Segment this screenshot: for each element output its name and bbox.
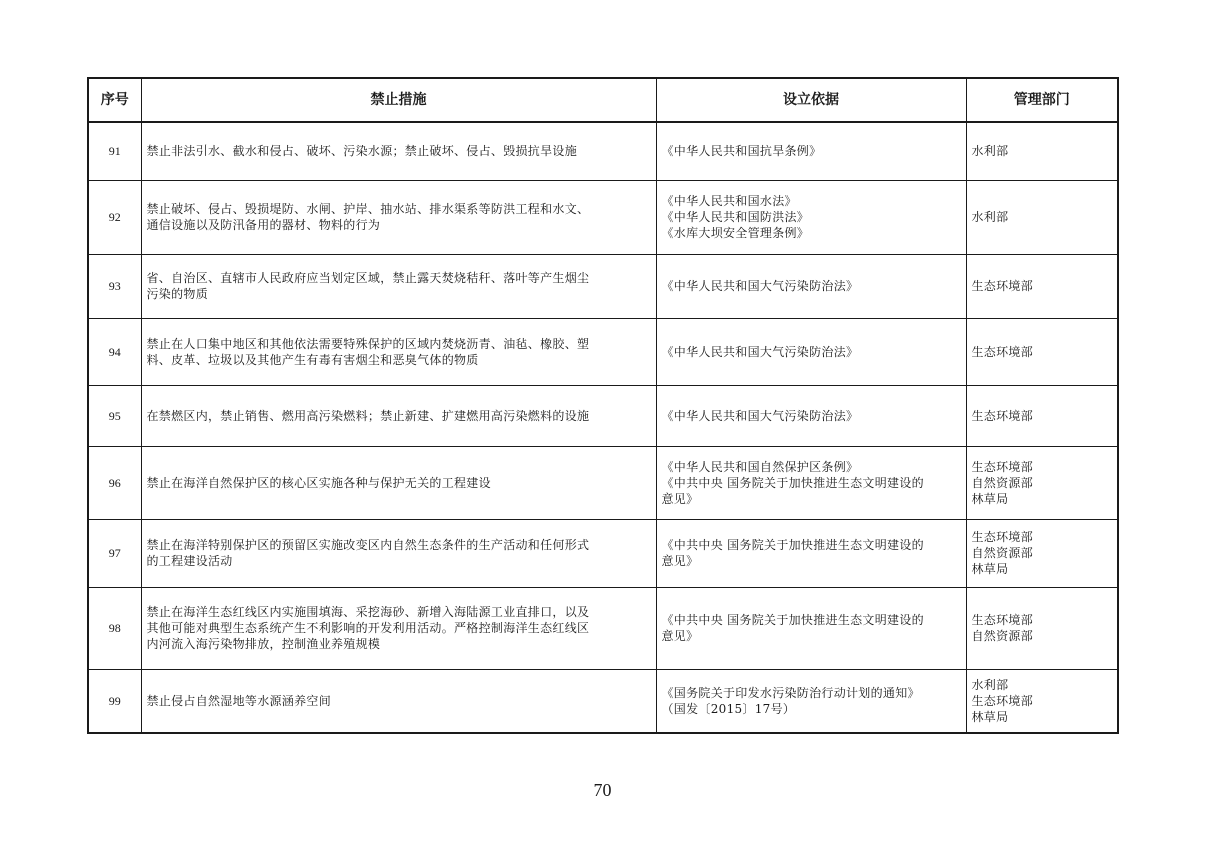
department-cell: 生态环境部 bbox=[966, 318, 1118, 385]
department-cell: 水利部 bbox=[966, 180, 1118, 254]
measure-cell: 禁止破坏、侵占、毁损堤防、水闸、护岸、抽水站、排水渠系等防洪工程和水文、 通信设施以及防汛备用的器材、物料的行为 bbox=[141, 180, 656, 254]
basis-cell: 《中华人民共和国自然保护区条例》 《中共中央 国务院关于加快推进生态文明建设的 意见》 bbox=[656, 446, 966, 519]
table-row bbox=[88, 587, 1118, 669]
row-number: 92 bbox=[88, 180, 141, 254]
page-number: 70 bbox=[593, 780, 612, 800]
basis-cell: 《中共中央 国务院关于加快推进生态文明建设的 意见》 bbox=[656, 519, 966, 587]
table-row bbox=[88, 669, 1118, 733]
row-number: 95 bbox=[88, 385, 141, 446]
regulation-table bbox=[87, 77, 1119, 734]
basis-cell: 《中华人民共和国大气污染防治法》 bbox=[656, 254, 966, 318]
basis-cell: 《中华人民共和国大气污染防治法》 bbox=[656, 385, 966, 446]
basis-cell: 《中华人民共和国水法》 《中华人民共和国防洪法》 《水库大坝安全管理条例》 bbox=[656, 180, 966, 254]
row-number: 91 bbox=[88, 122, 141, 180]
row-number: 99 bbox=[88, 669, 141, 733]
header-no: 序号 bbox=[88, 78, 141, 122]
basis-cell: 《中华人民共和国抗旱条例》 bbox=[656, 122, 966, 180]
measure-cell: 在禁燃区内，禁止销售、燃用高污染燃料；禁止新建、扩建燃用高污染燃料的设施 bbox=[141, 385, 656, 446]
row-number: 94 bbox=[88, 318, 141, 385]
measure-cell: 禁止在人口集中地区和其他依法需要特殊保护的区域内焚烧沥青、油毡、橡胶、塑 料、皮革、垃圾以及其他产生有毒有害烟尘和恶臭气体的物质 bbox=[141, 318, 656, 385]
table-row bbox=[88, 519, 1118, 587]
row-number: 96 bbox=[88, 446, 141, 519]
department-cell: 水利部 bbox=[966, 122, 1118, 180]
row-number: 93 bbox=[88, 254, 141, 318]
measure-cell: 省、自治区、直辖市人民政府应当划定区域，禁止露天焚烧秸秆、落叶等产生烟尘 污染的物质 bbox=[141, 254, 656, 318]
measure-cell: 禁止非法引水、截水和侵占、破坏、污染水源；禁止破坏、侵占、毁损抗旱设施 bbox=[141, 122, 656, 180]
table-row bbox=[88, 180, 1118, 254]
department-cell: 水利部 生态环境部 林草局 bbox=[966, 669, 1118, 733]
measure-cell: 禁止侵占自然湿地等水源涵养空间 bbox=[141, 669, 656, 733]
department-cell: 生态环境部 自然资源部 林草局 bbox=[966, 446, 1118, 519]
department-cell: 生态环境部 bbox=[966, 385, 1118, 446]
table-row bbox=[88, 446, 1118, 519]
measure-cell: 禁止在海洋自然保护区的核心区实施各种与保护无关的工程建设 bbox=[141, 446, 656, 519]
table-row bbox=[88, 318, 1118, 385]
table-header-row bbox=[88, 78, 1118, 122]
header-dept: 管理部门 bbox=[966, 78, 1118, 122]
measure-cell: 禁止在海洋生态红线区内实施围填海、采挖海砂、新增入海陆源工业直排口，以及 其他可能对典型生态系统产生不利影响的开发利用活动。严格控制海洋生态红线区 内河流入海污染物排放，控制渔业养殖规模 bbox=[141, 587, 656, 669]
basis-cell: 《中华人民共和国大气污染防治法》 bbox=[656, 318, 966, 385]
table-row bbox=[88, 122, 1118, 180]
table-row bbox=[88, 254, 1118, 318]
row-number: 97 bbox=[88, 519, 141, 587]
department-cell: 生态环境部 bbox=[966, 254, 1118, 318]
basis-cell: 《中共中央 国务院关于加快推进生态文明建设的 意见》 bbox=[656, 587, 966, 669]
header-basis: 设立依据 bbox=[656, 78, 966, 122]
table-row bbox=[88, 385, 1118, 446]
measure-cell: 禁止在海洋特别保护区的预留区实施改变区内自然生态条件的生产活动和任何形式 的工程建设活动 bbox=[141, 519, 656, 587]
department-cell: 生态环境部 自然资源部 bbox=[966, 587, 1118, 669]
basis-cell: 《国务院关于印发水污染防治行动计划的通知》 （国发〔2015〕17号） bbox=[656, 669, 966, 733]
header-measure: 禁止措施 bbox=[141, 78, 656, 122]
department-cell: 生态环境部 自然资源部 林草局 bbox=[966, 519, 1118, 587]
row-number: 98 bbox=[88, 587, 141, 669]
